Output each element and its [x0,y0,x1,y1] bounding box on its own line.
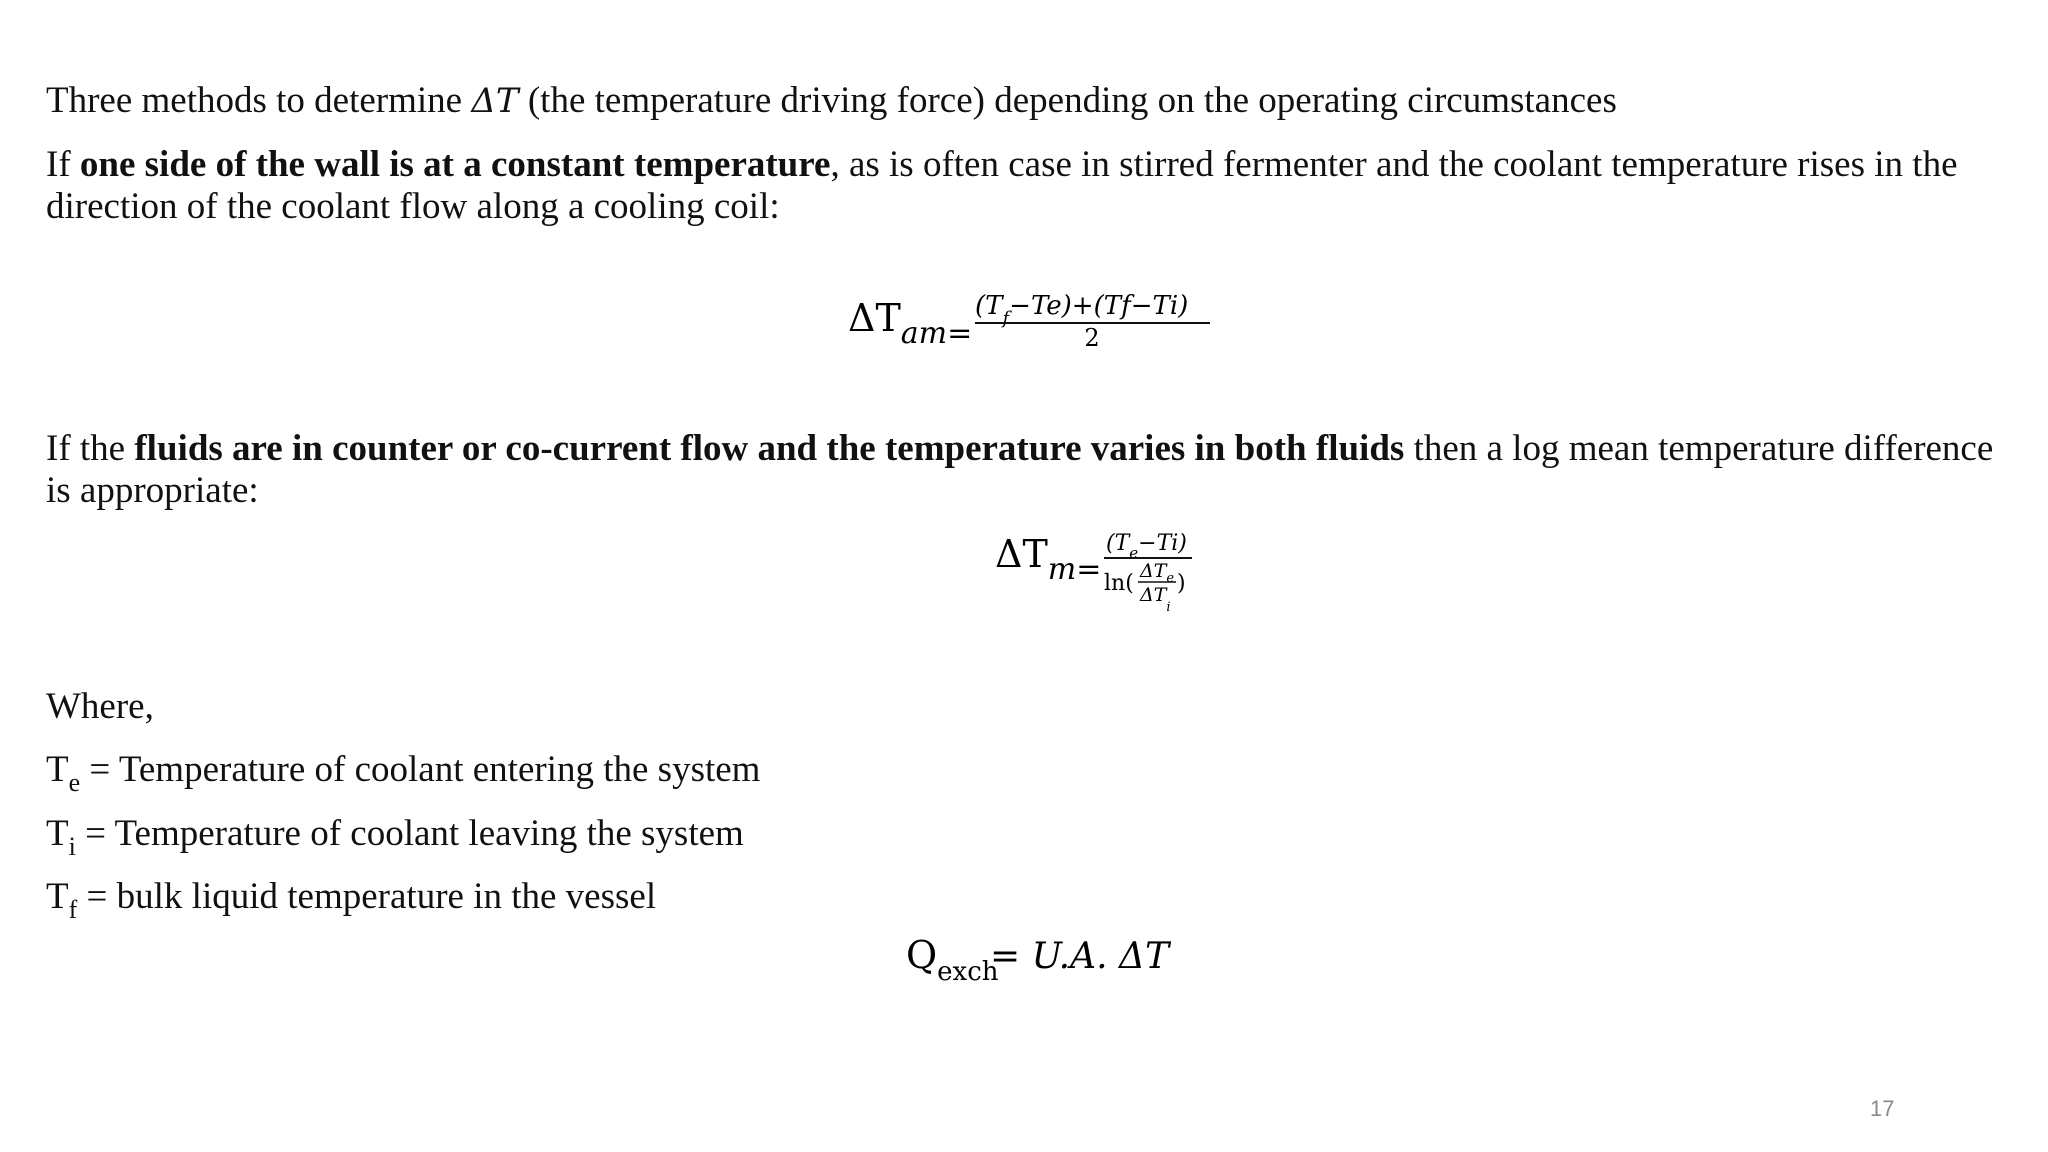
intro-text-end: (the temperature driving force) depending on the operating circumstances [518,80,1617,121]
log-mean-equation [995,531,1192,615]
q-rhs: = U.A. ΔT [990,936,1169,977]
ti-subscript: i [68,832,76,861]
heat-exchange-equation [906,933,1172,987]
log-inner-numerator: $\Delta T_e$ [1140,560,1175,586]
ti-definition-text: = Temperature of coolant leaving the system [75,813,744,854]
arithmetic-mean-equation [848,291,1210,352]
where-label: Where, [46,686,154,727]
p2-text-end: , as is often case in stirred fermenter and the coolant temperature rises in the direction of the coolant flow along a cooling coil: [46,144,1958,227]
log-inner-denominator: $\Delta T_i$ [1140,584,1171,615]
log-lhs: $\Delta T_{m=}$ [995,532,1102,587]
te-definition-text: = Temperature of coolant entering the system [80,749,761,790]
tf-definition-text: = bulk liquid temperature in the vessel [77,876,657,917]
te-subscript: e [68,768,81,797]
page-number: 17 [1870,1096,1895,1121]
intro-text-start: Three methods to determine [46,80,472,121]
te-symbol: T [46,749,69,790]
log-close-paren: ) [1177,571,1186,596]
tf-subscript: f [68,895,78,924]
definition-ti [46,813,2016,861]
arith-denominator: 2 [1084,324,1100,352]
definition-tf [46,876,2016,924]
p2-bold-text: one side of the wall is at a constant temperature [79,144,831,185]
p3-bold-text: fluids are in counter or co-current flow and the temperature varies in both fluids [134,428,1405,469]
arith-numerator: $(T_f-Te)+(Tf-Ti)$ [975,291,1189,329]
p2-text-start: If [46,144,80,185]
delta-t-symbol: ΔT [471,81,519,121]
ti-symbol: T [46,813,69,854]
p3-text-start: If the [46,428,135,469]
tf-symbol: T [46,876,69,917]
log-ln: ln( [1104,571,1134,596]
log-numerator: $(T_e-Ti)$ [1106,531,1187,562]
arith-lhs: $\Delta T_{am=}$ [848,296,973,351]
counter-flow-paragraph [46,428,2016,512]
p3-text-end: then a log mean temperature difference is appropriate: [46,428,1994,511]
q-lhs: $Q_{exch}$ [906,933,999,987]
definition-te [46,749,2016,797]
